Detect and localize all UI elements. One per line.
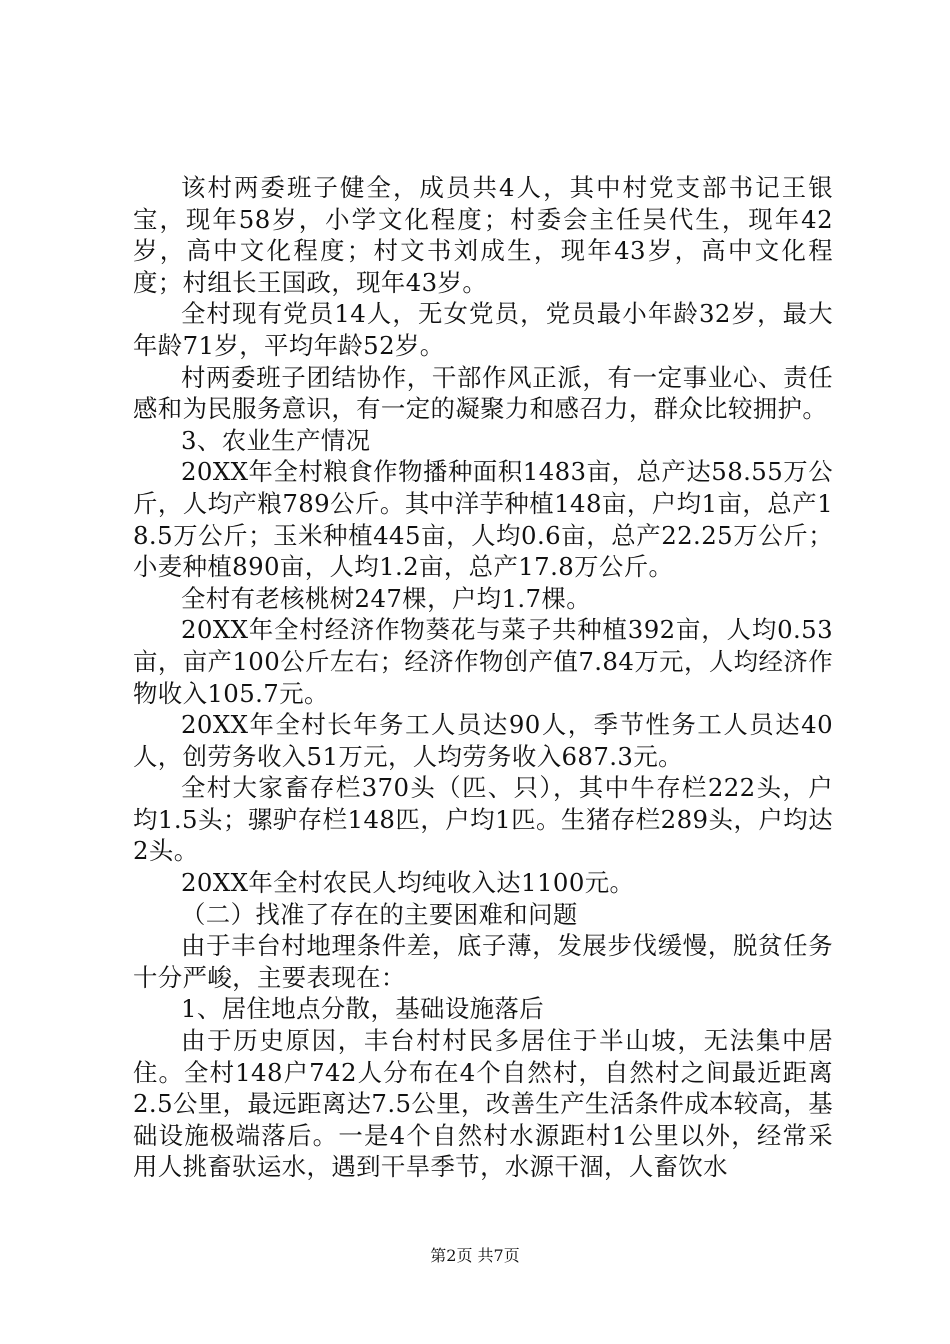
paragraph-migrant-labor: 20XX年全村长年务工人员达90人，季节性务工人员达40人，创劳务收入51万元，人均劳务收入687.3元。 <box>133 710 833 771</box>
paragraph-grain-crops: 20XX年全村粮食作物播种面积1483亩，总产达58.55万公斤，人均产粮789公斤。其中洋芋种植148亩，户均1亩，总产18.5万公斤；玉米种植445亩，人均0.6亩，总产22.25万公斤；小麦种植890亩，人均1.2亩，总产17.8万公斤。 <box>133 457 833 582</box>
paragraph-difficulties-intro: 由于丰台村地理条件差，底子薄，发展步伐缓慢，脱贫任务十分严峻，主要表现在： <box>133 931 833 992</box>
document-body <box>133 172 833 1183</box>
section-heading-agriculture: 3、农业生产情况 <box>181 425 371 455</box>
paragraph-scattered-residence: 由于历史原因，丰台村村民多居住于半山坡，无法集中居住。全村148户742人分布在4个自然村，自然村之间最近距离2.5公里，最远距离达7.5公里，改善生产生活条件成本较高，基础设施极端落后。一是4个自然村水源距村1公里以外，经常采用人挑畜驮运水，遇到干旱季节，水源干涸，人畜饮水 <box>133 1026 833 1182</box>
paragraph-livestock: 全村大家畜存栏370头（匹、只），其中牛存栏222头，户均1.5头；骡驴存栏148匹，户均1匹。生猪存栏289头，户均达2头。 <box>133 773 833 866</box>
paragraph-party-members: 全村现有党员14人，无女党员，党员最小年龄32岁，最大年龄71岁，平均年龄52岁。 <box>133 299 833 360</box>
section-heading-difficulties: （二）找准了存在的主要困难和问题 <box>181 899 578 929</box>
paragraph-committee-unity: 村两委班子团结协作，干部作风正派，有一定事业心、责任感和为民服务意识，有一定的凝聚力和感召力，群众比较拥护。 <box>133 362 833 424</box>
page-footer: 第2页 共7页 <box>430 1246 520 1265</box>
subsection-heading-scattered-residence: 1、居住地点分散，基础设施落后 <box>181 994 544 1024</box>
paragraph-cash-crops: 20XX年全村经济作物葵花与菜子共种植392亩，人均0.53亩，亩产100公斤左右；经济作物创产值7.84万元，人均经济作物收入105.7元。 <box>133 615 833 708</box>
paragraph-net-income: 20XX年全村农民人均纯收入达1100元。 <box>181 868 635 898</box>
paragraph-walnut-trees: 全村有老核桃树247棵，户均1.7棵。 <box>181 583 592 613</box>
paragraph-committee-members: 该村两委班子健全，成员共4人，其中村党支部书记王银宝，现年58岁，小学文化程度；村委会主任吴代生，现年42岁，高中文化程度；村文书刘成生，现年43岁，高中文化程度；村组长王国政，现年43岁。 <box>133 173 833 297</box>
